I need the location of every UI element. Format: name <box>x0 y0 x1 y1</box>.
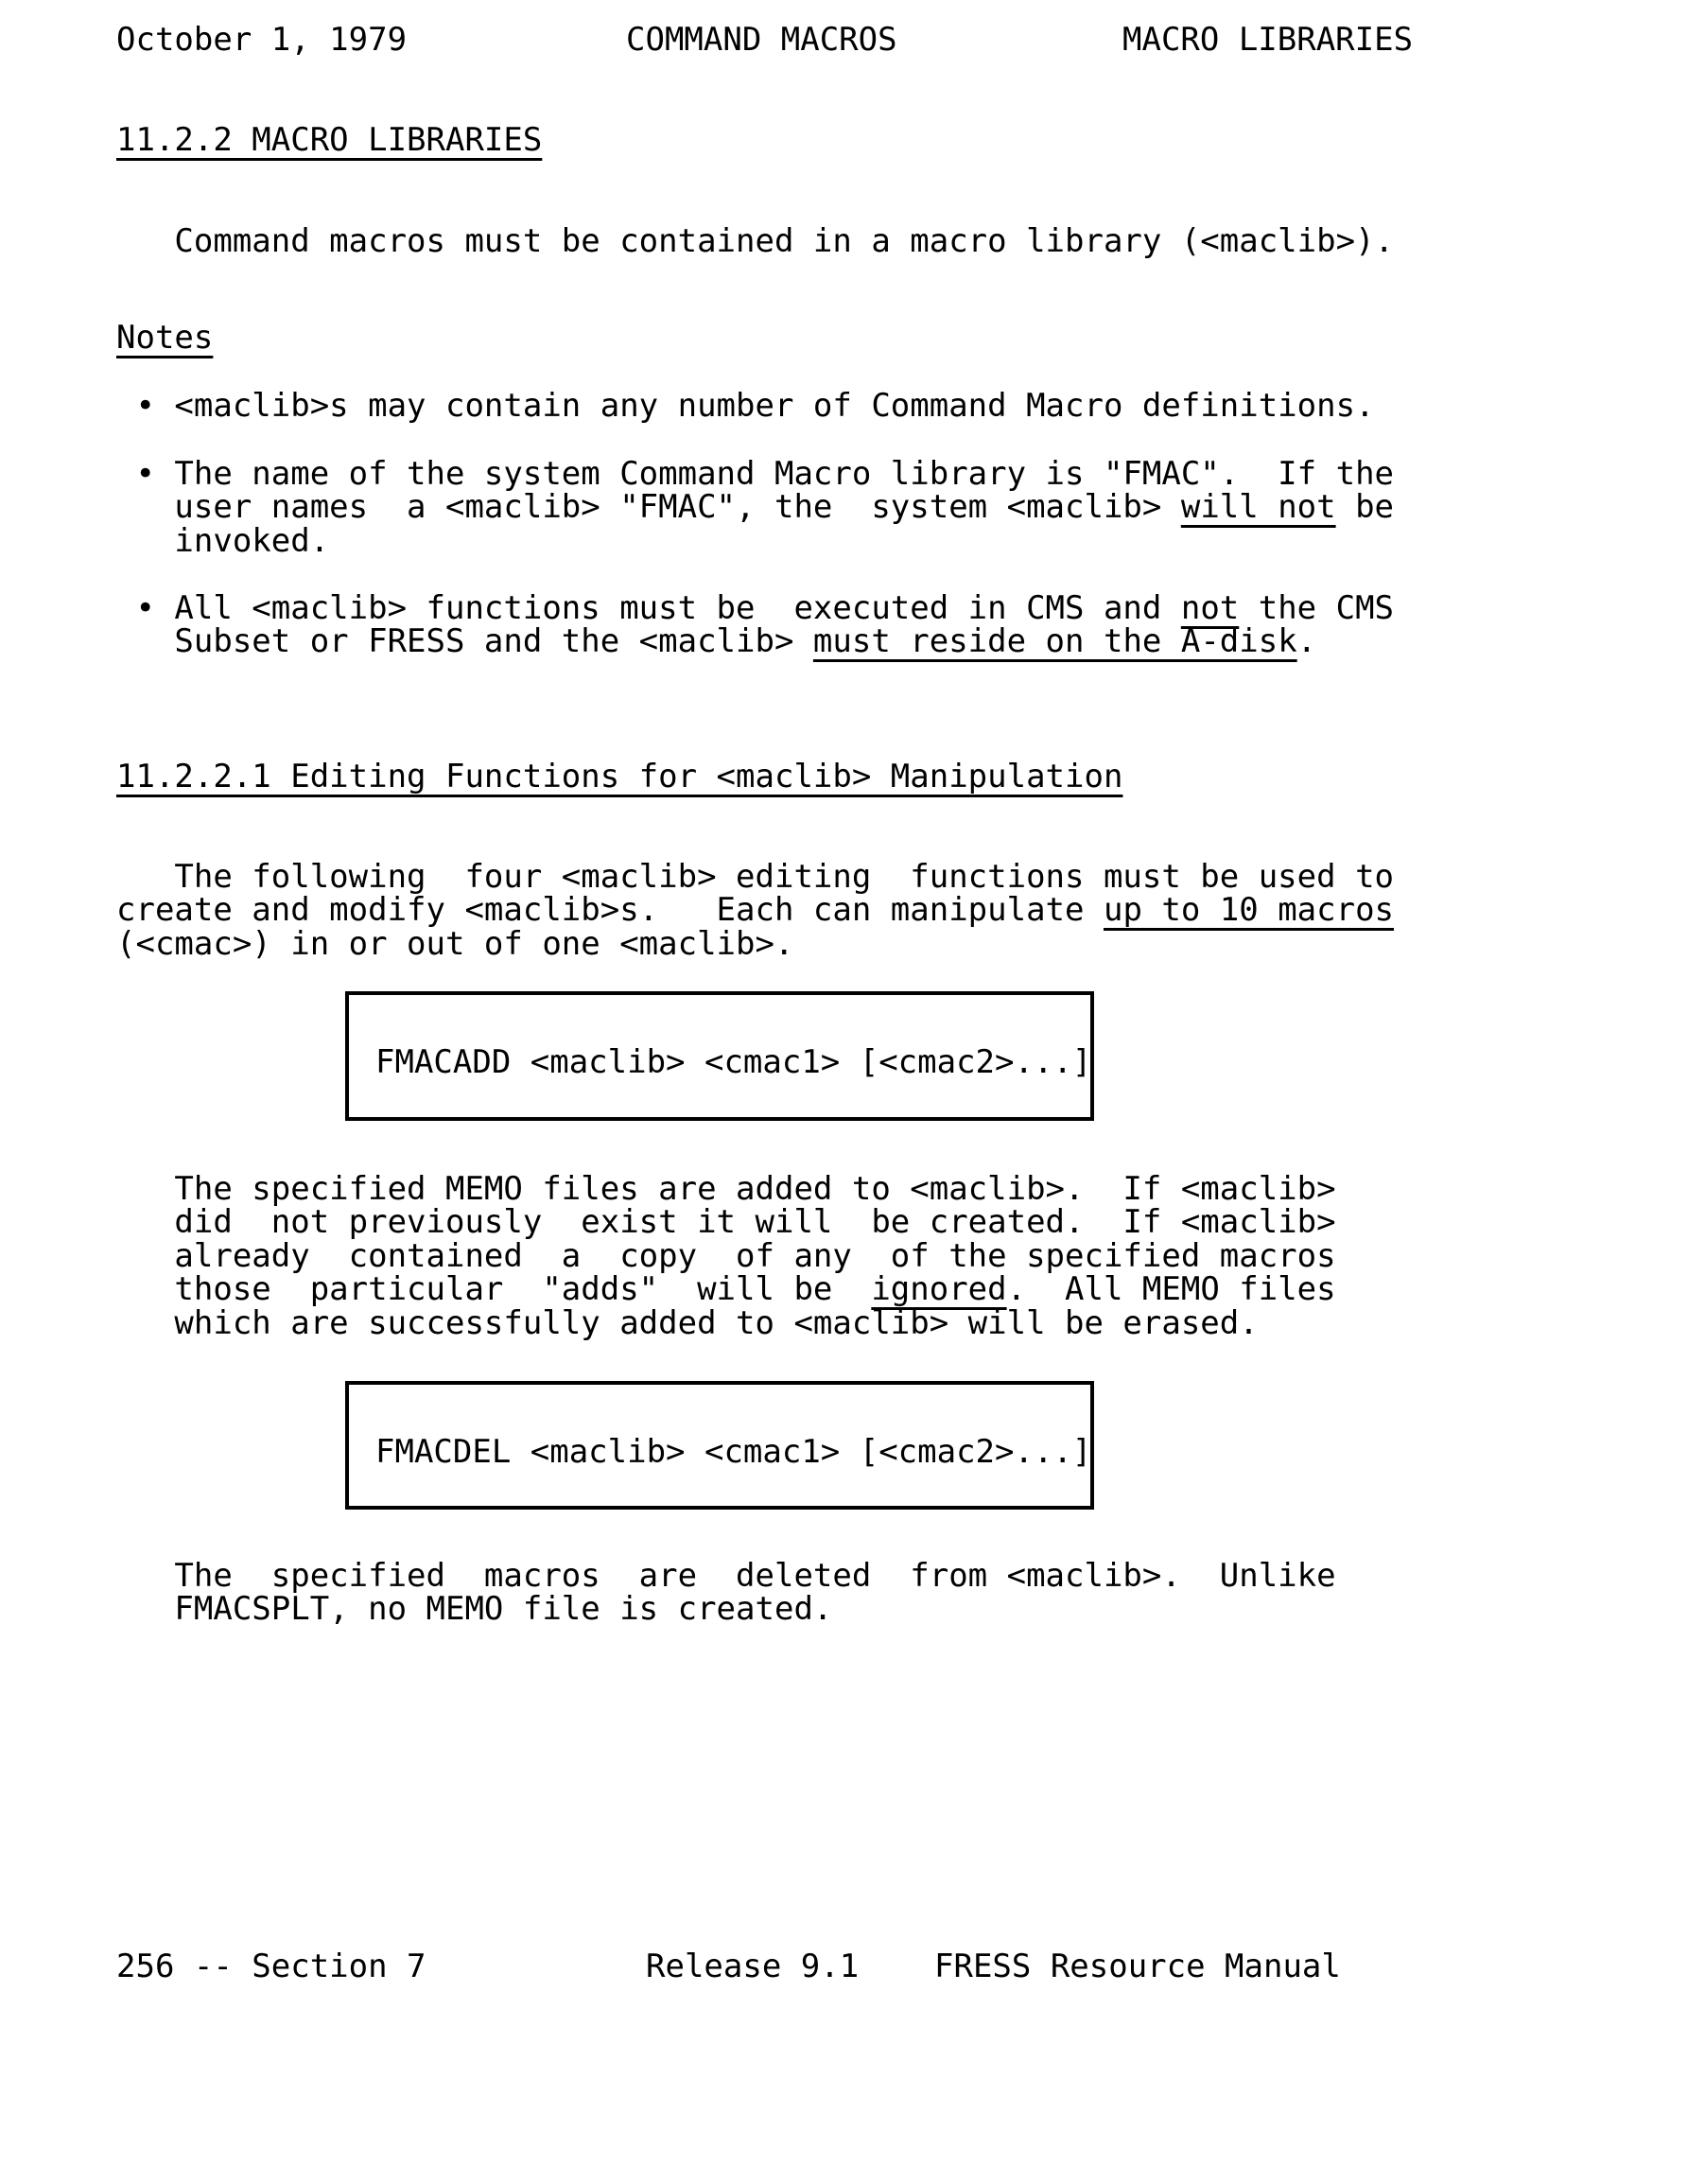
paragraph-line: The specified MEMO files are added to <maclib>. If <maclib> <box>116 1170 1336 1208</box>
syntax-box-fmacdel <box>345 1381 1094 1510</box>
note-line: • The name of the system Command Macro library is "FMAC". If the <box>116 455 1395 493</box>
underlined-text: ignored <box>871 1270 1007 1309</box>
plain-text: those particular "adds" will be <box>116 1270 872 1309</box>
intro-paragraph <box>116 222 1395 260</box>
paragraph-line: The specified macros are deleted from <maclib>. Unlike <box>116 1557 1336 1595</box>
note-line <box>116 589 1395 627</box>
underlined-text: not <box>1180 589 1240 627</box>
note-line: • <maclib>s may contain any number of Command Macro definitions. <box>116 387 1375 425</box>
plain-text: . <box>1296 622 1317 661</box>
footer-page-label: 256 -- Section 7 <box>116 1948 426 1985</box>
paragraph-line <box>116 1270 1336 1309</box>
notes-heading-text <box>116 319 214 357</box>
fmacadd-description <box>116 1170 1336 1342</box>
note-line <box>116 622 1394 661</box>
note-item-3 <box>116 589 1395 661</box>
note-line: invoked. <box>116 521 330 560</box>
plain-text: user names a <maclib> "FMAC", the system <maclib> <box>116 488 1181 527</box>
paragraph-line: which are successfully added to <maclib> will be erased. <box>116 1303 1259 1342</box>
syntax-fmacadd-text: FMACADD <maclib> <cmac1> [<cmac2>...] <box>375 1043 1092 1081</box>
footer-release: Release 9.1 <box>646 1948 860 1985</box>
section-heading-macro-libraries <box>116 121 543 159</box>
plain-text: create and modify <maclib>s. Each can manipulate <box>116 891 1104 930</box>
underlined-text: must reside on the A-disk <box>812 622 1297 661</box>
paragraph-line: Command macros must be contained in a macro library (<maclib>). <box>116 222 1395 260</box>
paragraph-line: The following four <maclib> editing functions must be used to <box>116 858 1395 896</box>
paragraph-line: already contained a copy of any of the specified macros <box>116 1236 1336 1275</box>
plain-text: • All <maclib> functions must be executed in CMS and <box>116 589 1181 627</box>
underlined-text: 11.2.2.1 Editing Functions for <maclib> Manipulation <box>116 758 1123 795</box>
paragraph-line: FMACSPLT, no MEMO file is created. <box>116 1590 833 1629</box>
fmacdel-description <box>116 1557 1336 1629</box>
header-section-title: MACRO LIBRARIES <box>1122 21 1414 59</box>
syntax-fmacdel-text: FMACDEL <maclib> <cmac1> [<cmac2>...] <box>375 1433 1092 1471</box>
underlined-text: Notes <box>116 319 214 357</box>
syntax-box-fmacadd <box>345 991 1094 1121</box>
plain-text: the CMS <box>1239 589 1395 627</box>
underlined-text: will not <box>1180 488 1336 527</box>
section-heading-text <box>116 121 543 159</box>
subsection-heading-editing-functions <box>116 760 1122 794</box>
header-doc-title: COMMAND MACROS <box>626 21 897 59</box>
note-line <box>116 488 1395 527</box>
note-item-2 <box>116 455 1395 560</box>
editing-functions-paragraph <box>116 858 1395 963</box>
paragraph-line: (<cmac>) in or out of one <maclib>. <box>116 924 794 963</box>
notes-heading <box>116 319 214 357</box>
underlined-text: 11.2.2 MACRO LIBRARIES <box>116 121 543 159</box>
plain-text: be <box>1335 488 1395 527</box>
paragraph-line: did not previously exist it will be created. If <maclib> <box>116 1203 1336 1242</box>
underlined-text: up to 10 macros <box>1103 891 1395 930</box>
footer-manual-title: FRESS Resource Manual <box>934 1948 1341 1985</box>
plain-text: . All MEMO files <box>1006 1270 1336 1309</box>
paragraph-line <box>116 891 1395 930</box>
subsection-heading-text <box>116 760 1122 794</box>
note-item-1 <box>116 387 1375 425</box>
plain-text: Subset or FRESS and the <maclib> <box>116 622 813 661</box>
header-date: October 1, 1979 <box>116 21 408 59</box>
